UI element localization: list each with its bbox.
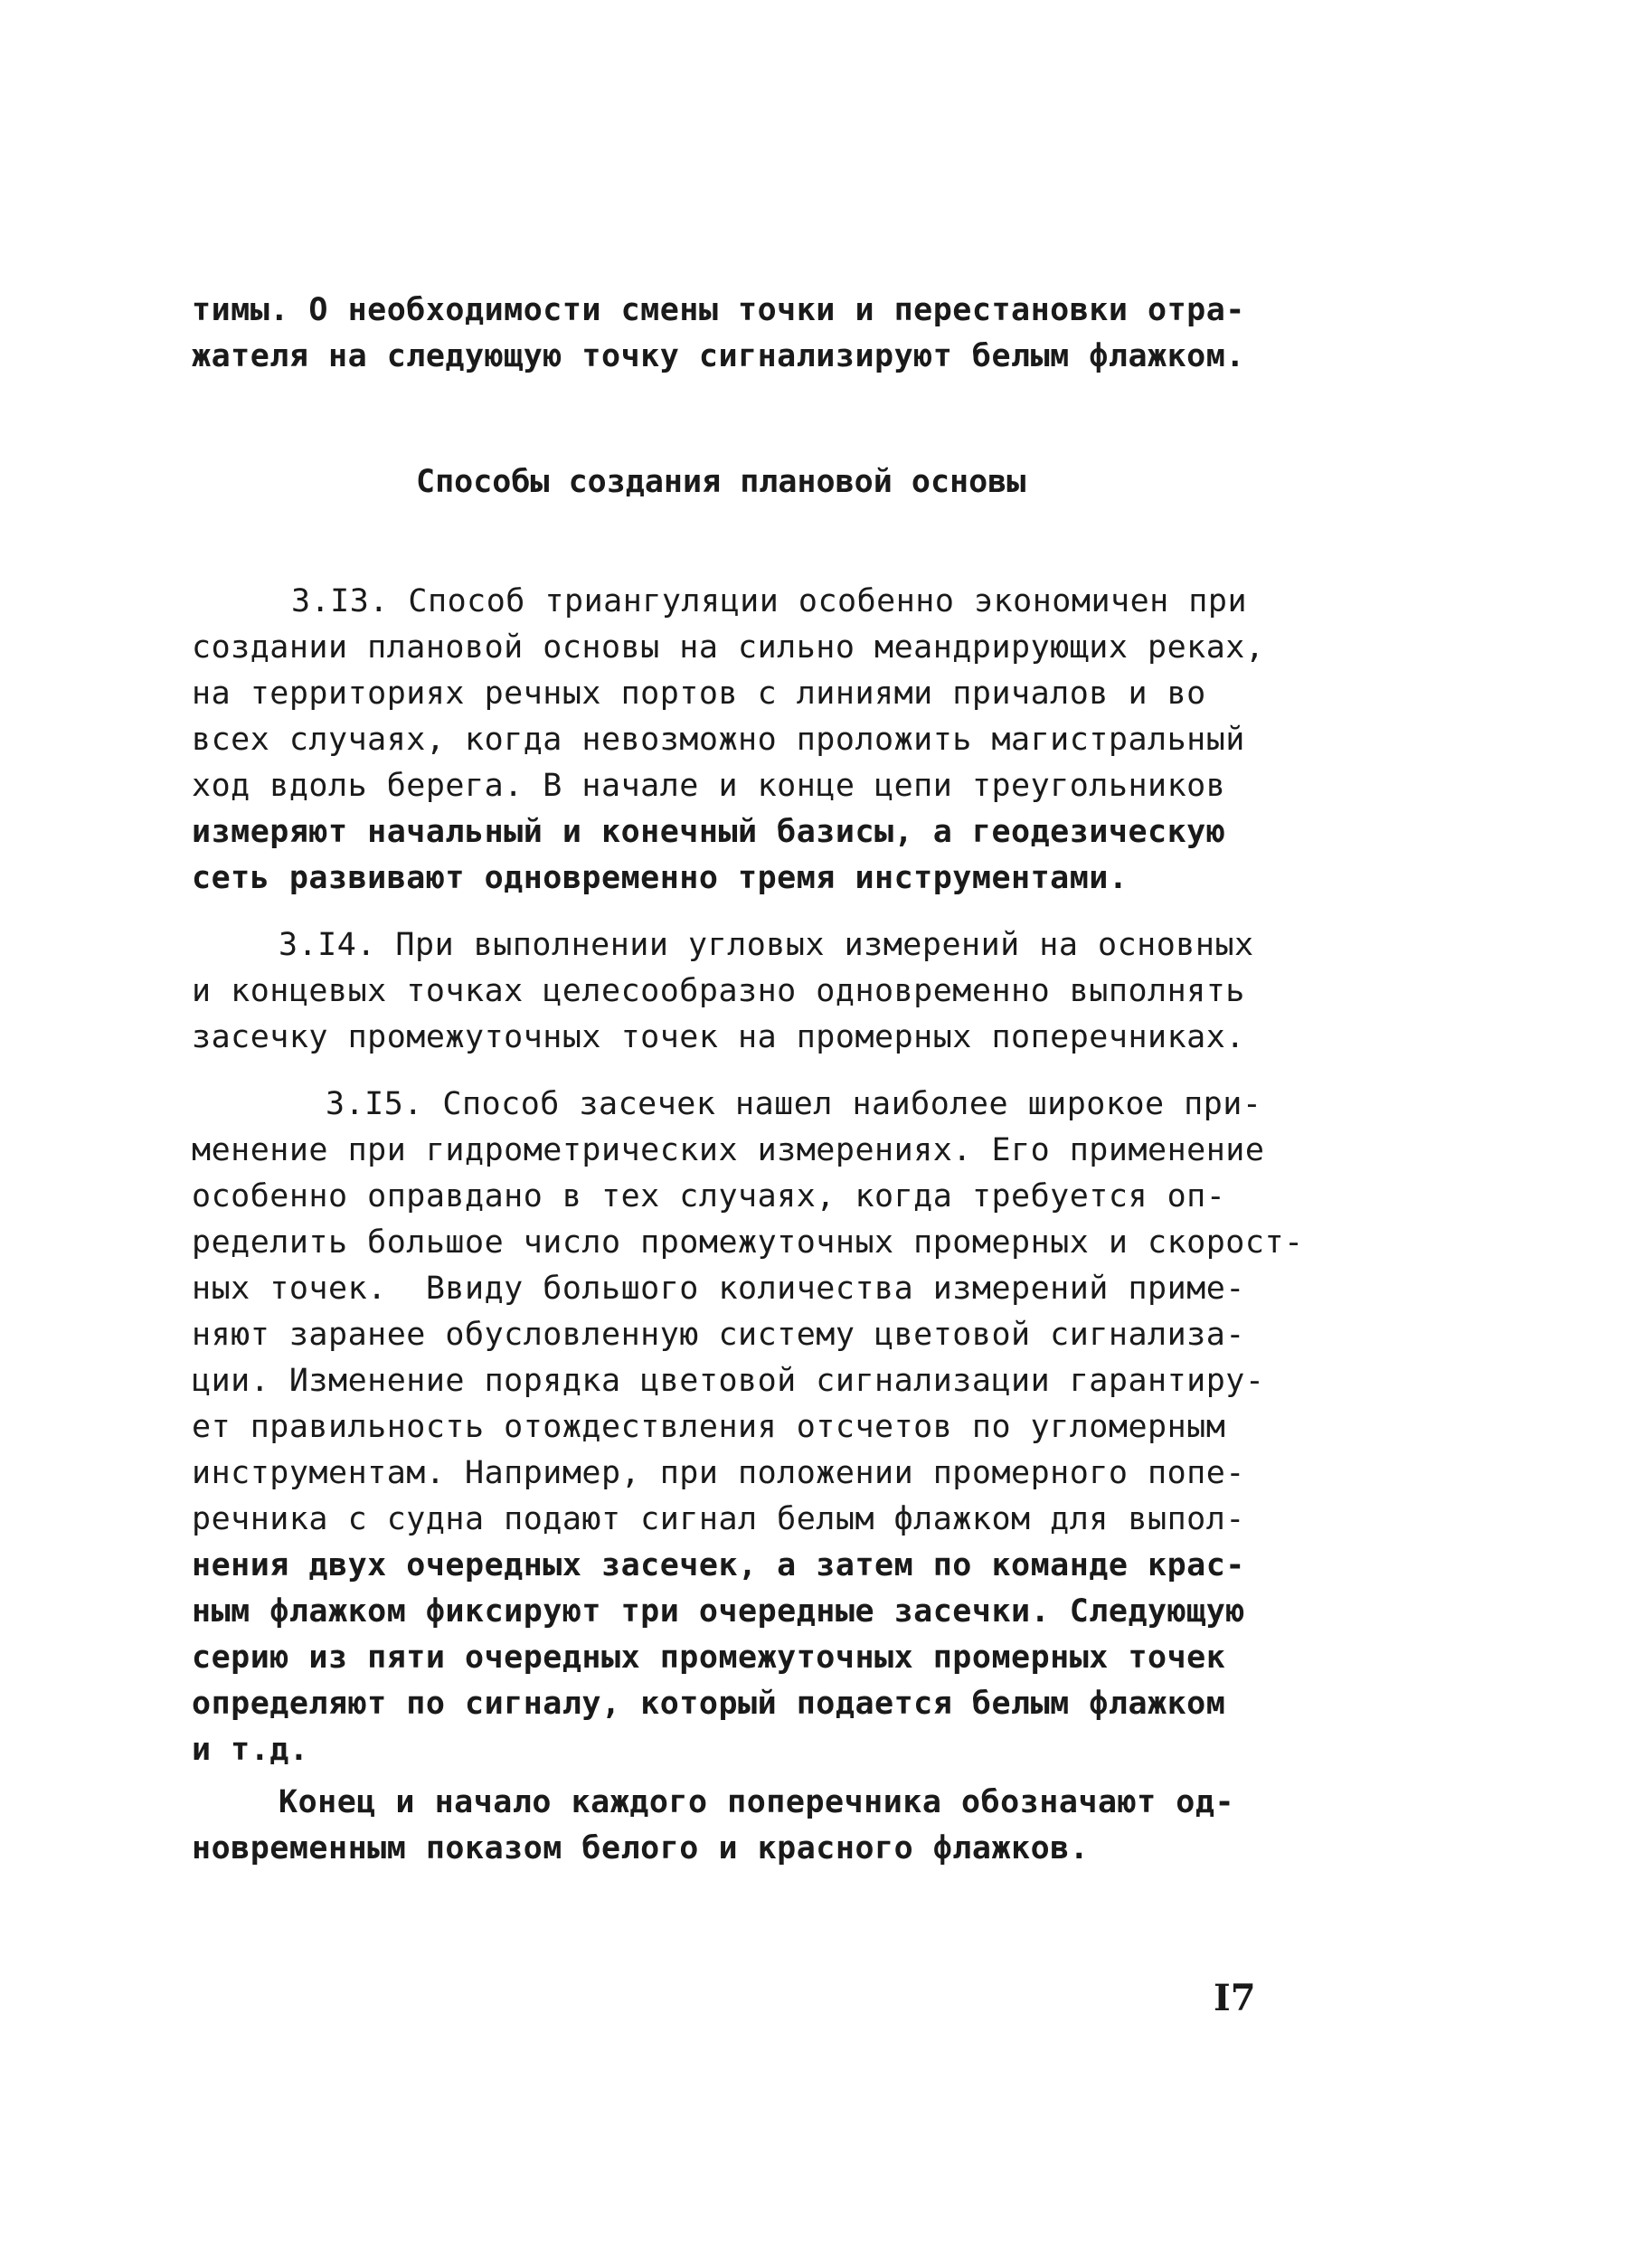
text-line: засечку промежуточных точек на промерных поперечниках. [192,1019,1245,1055]
paragraph-3-15 [192,1082,1304,1773]
text-line: на территориях речных портов с линиями причалов и во [192,676,1206,712]
text-line: 3.I3. Способ триангуляции особенно экономичен при [291,583,1248,619]
text-line: сеть развивают одновременно тремя инструментами. [192,860,1129,896]
text-line: всех случаях, когда невозможно проложить магистральный [192,722,1245,758]
final-paragraph [192,1780,1250,1872]
text-line: няют заранее обусловленную систему цветовой сигнализа- [192,1317,1245,1353]
text-line: жателя на следующую точку сигнализируют белым флажком. [192,338,1245,374]
top-paragraph [192,288,1250,380]
text-line: ции. Изменение порядка цветовой сигнализации гарантиру- [192,1363,1265,1399]
text-line: ных точек. Ввиду большого количества измерений приме- [192,1271,1245,1307]
text-line: и концевых точках целесообразно одновременно выполнять [192,973,1245,1009]
text-line: речника с судна подают сигнал белым флажком для выпол- [192,1501,1245,1537]
text-line: создании плановой основы на сильно меандрирующих реках, [192,629,1265,666]
page-number: I7 [1214,1977,1256,2019]
text-line: измеряют начальный и конечный базисы, а геодезическую [192,814,1226,850]
text-line: и т.д. [192,1732,309,1768]
text-line: ным флажком фиксируют три очередные засечки. Следующую [192,1593,1245,1630]
text-line: 3.I5. Способ засечек нашел наиболее широкое при- [326,1086,1262,1122]
text-line: менение при гидрометрических измерениях. Его применение [192,1132,1265,1168]
text-line: ет правильность отождествления отсчетов по угломерным [192,1409,1226,1445]
text-line: Конец и начало каждого поперечника обозначают од- [279,1784,1235,1820]
text-line: ход вдоль берега. В начале и конце цепи треугольников [192,768,1226,804]
paragraph-3-14 [192,922,1254,1061]
text-line: серию из пяти очередных промежуточных промерных точек [192,1640,1226,1676]
text-line: ределить большое число промежуточных промерных и скорост- [192,1224,1304,1261]
text-line: новременным показом белого и красного флажков. [192,1830,1090,1866]
text-line: особенно оправдано в тех случаях, когда требуется оп- [192,1178,1226,1214]
text-line: 3.I4. При выполнении угловых измерений на основных [279,927,1254,963]
text-line: определяют по сигналу, который подается белым флажком [192,1686,1226,1722]
text-line: нения двух очередных засечек, а затем по команде крас- [192,1547,1245,1583]
text-line: тимы. О необходимости смены точки и перестановки отра- [192,292,1245,328]
paragraph-3-13 [192,579,1265,902]
text-line: инструментам. Например, при положении промерного попе- [192,1455,1245,1491]
section-heading: Способы создания плановой основы [416,464,1026,500]
